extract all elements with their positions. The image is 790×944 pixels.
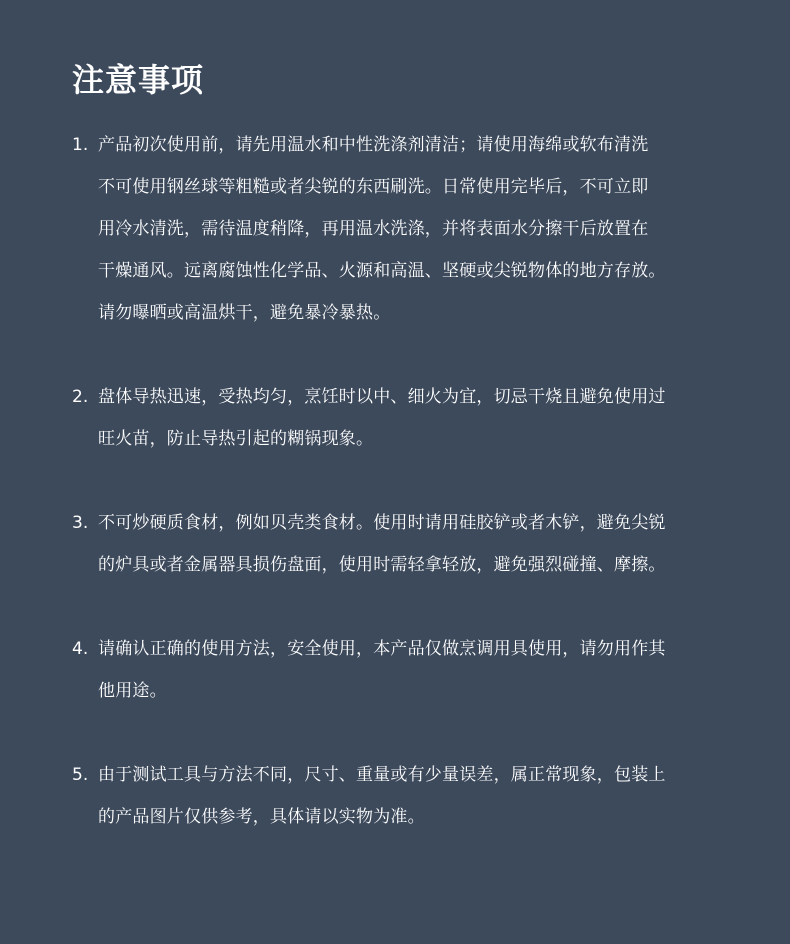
item-number: 1. xyxy=(72,135,89,155)
item-line: 请确认正确的使用方法，安全使用，本产品仅做烹调用具使用，请勿用作其 xyxy=(98,639,666,659)
item-line: 不可使用钢丝球等粗糙或者尖锐的东西刷洗。日常使用完毕后，不可立即 xyxy=(98,177,649,197)
item-text xyxy=(98,628,728,712)
notice-item-2 xyxy=(72,376,732,460)
item-line: 不可炒硬质食材，例如贝壳类食材。使用时请用硅胶铲或者木铲，避免尖锐 xyxy=(98,513,666,533)
item-text xyxy=(98,502,728,586)
item-text xyxy=(98,376,728,460)
item-line: 用冷水清洗，需待温度稍降，再用温水洗涤，并将表面水分擦干后放置在 xyxy=(98,219,649,239)
item-text xyxy=(98,124,728,334)
item-line: 他用途。 xyxy=(98,681,167,701)
notice-item-4 xyxy=(72,628,732,712)
item-line: 请勿曝晒或高温烘干，避免暴冷暴热。 xyxy=(98,303,391,323)
notice-item-5 xyxy=(72,754,732,838)
item-number: 5. xyxy=(72,765,89,785)
item-line: 的炉具或者金属器具损伤盘面，使用时需轻拿轻放，避免强烈碰撞、摩擦。 xyxy=(98,555,666,575)
item-number: 2. xyxy=(72,387,89,407)
page-title: 注意事项 xyxy=(72,61,205,99)
item-line: 产品初次使用前，请先用温水和中性洗涤剂清洁；请使用海绵或软布清洗 xyxy=(98,135,649,155)
notice-item-1 xyxy=(72,124,732,334)
item-line: 干燥通风。远离腐蚀性化学品、火源和高温、坚硬或尖锐物体的地方存放。 xyxy=(98,261,666,281)
item-text xyxy=(98,754,728,838)
item-line: 旺火苗，防止导热引起的糊锅现象。 xyxy=(98,429,374,449)
item-number: 3. xyxy=(72,513,89,533)
item-line: 由于测试工具与方法不同，尺寸、重量或有少量误差，属正常现象，包装上 xyxy=(98,765,666,785)
notice-item-3 xyxy=(72,502,732,586)
item-number: 4. xyxy=(72,639,89,659)
item-line: 的产品图片仅供参考，具体请以实物为准。 xyxy=(98,807,425,827)
item-line: 盘体导热迅速，受热均匀，烹饪时以中、细火为宜，切忌干烧且避免使用过 xyxy=(98,387,666,407)
